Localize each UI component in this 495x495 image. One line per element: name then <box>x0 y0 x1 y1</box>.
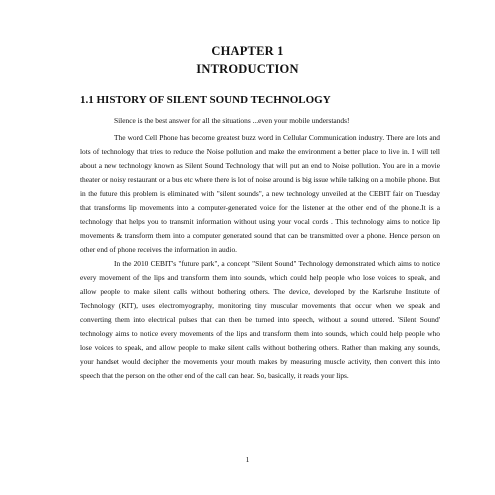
opening-quote: Silence is the best answer for all the situations ...even your mobile understands! <box>114 116 350 125</box>
document-body <box>80 114 440 383</box>
section-heading: 1.1 HISTORY OF SILENT SOUND TECHNOLOGY <box>80 94 331 106</box>
chapter-number: CHAPTER 1 <box>211 44 284 58</box>
chapter-title: INTRODUCTION <box>196 62 299 76</box>
page-number: 1 <box>245 455 250 464</box>
paragraph-2: In the 2010 CEBIT's "future park", a concept "Silent Sound" Technology demonstrated which aims to notice every movement of the lips and transform them into sounds, which could help people who lose voices to speak, and allow people to make silent calls without bothering others. The device, developed by the Karlsruhe Institute of Technology (KIT), uses electromyography, monitoring tiny muscular movements that occur when we speak and converting them into electrical pulses that can then be turned into speech, without a sound uttered. 'Silent Sound' technology aims to notice every movements of the lips and transform them into sounds, which could help people who lose voices to speak, and allow people to make silent calls without bothering others. Rather than making any sounds, your handset would decipher the movements your mouth makes by measuring muscle activity, then convert this into speech that the person on the other end of the call can hear. So, basically, it reads your lips. <box>80 259 440 380</box>
paragraph-1: The word Cell Phone has become greatest buzz word in Cellular Communication industry. There are lots and lots of technology that tries to reduce the Noise pollution and make the environment a better place to live in. I will tell about a new technology known as Silent Sound Technology that will put an end to Noise pollution. You are in a movie theater or noisy restaurant or a bus etc where there is lot of noise around is big issue while talking on a mobile phone. But in the future this problem is eliminated with "silent sounds", a new technology unveiled at the CEBIT fair on Tuesday that transforms lip movements into a computer-generated voice for the listener at the other end of the phone.It is a technology that helps you to transmit information without using your vocal cords . This technology aims to notice lip movements & transform them into a computer generated sound that can be transmitted over a phone. Hence person on other end of phone receives the information in audio. <box>80 133 440 254</box>
